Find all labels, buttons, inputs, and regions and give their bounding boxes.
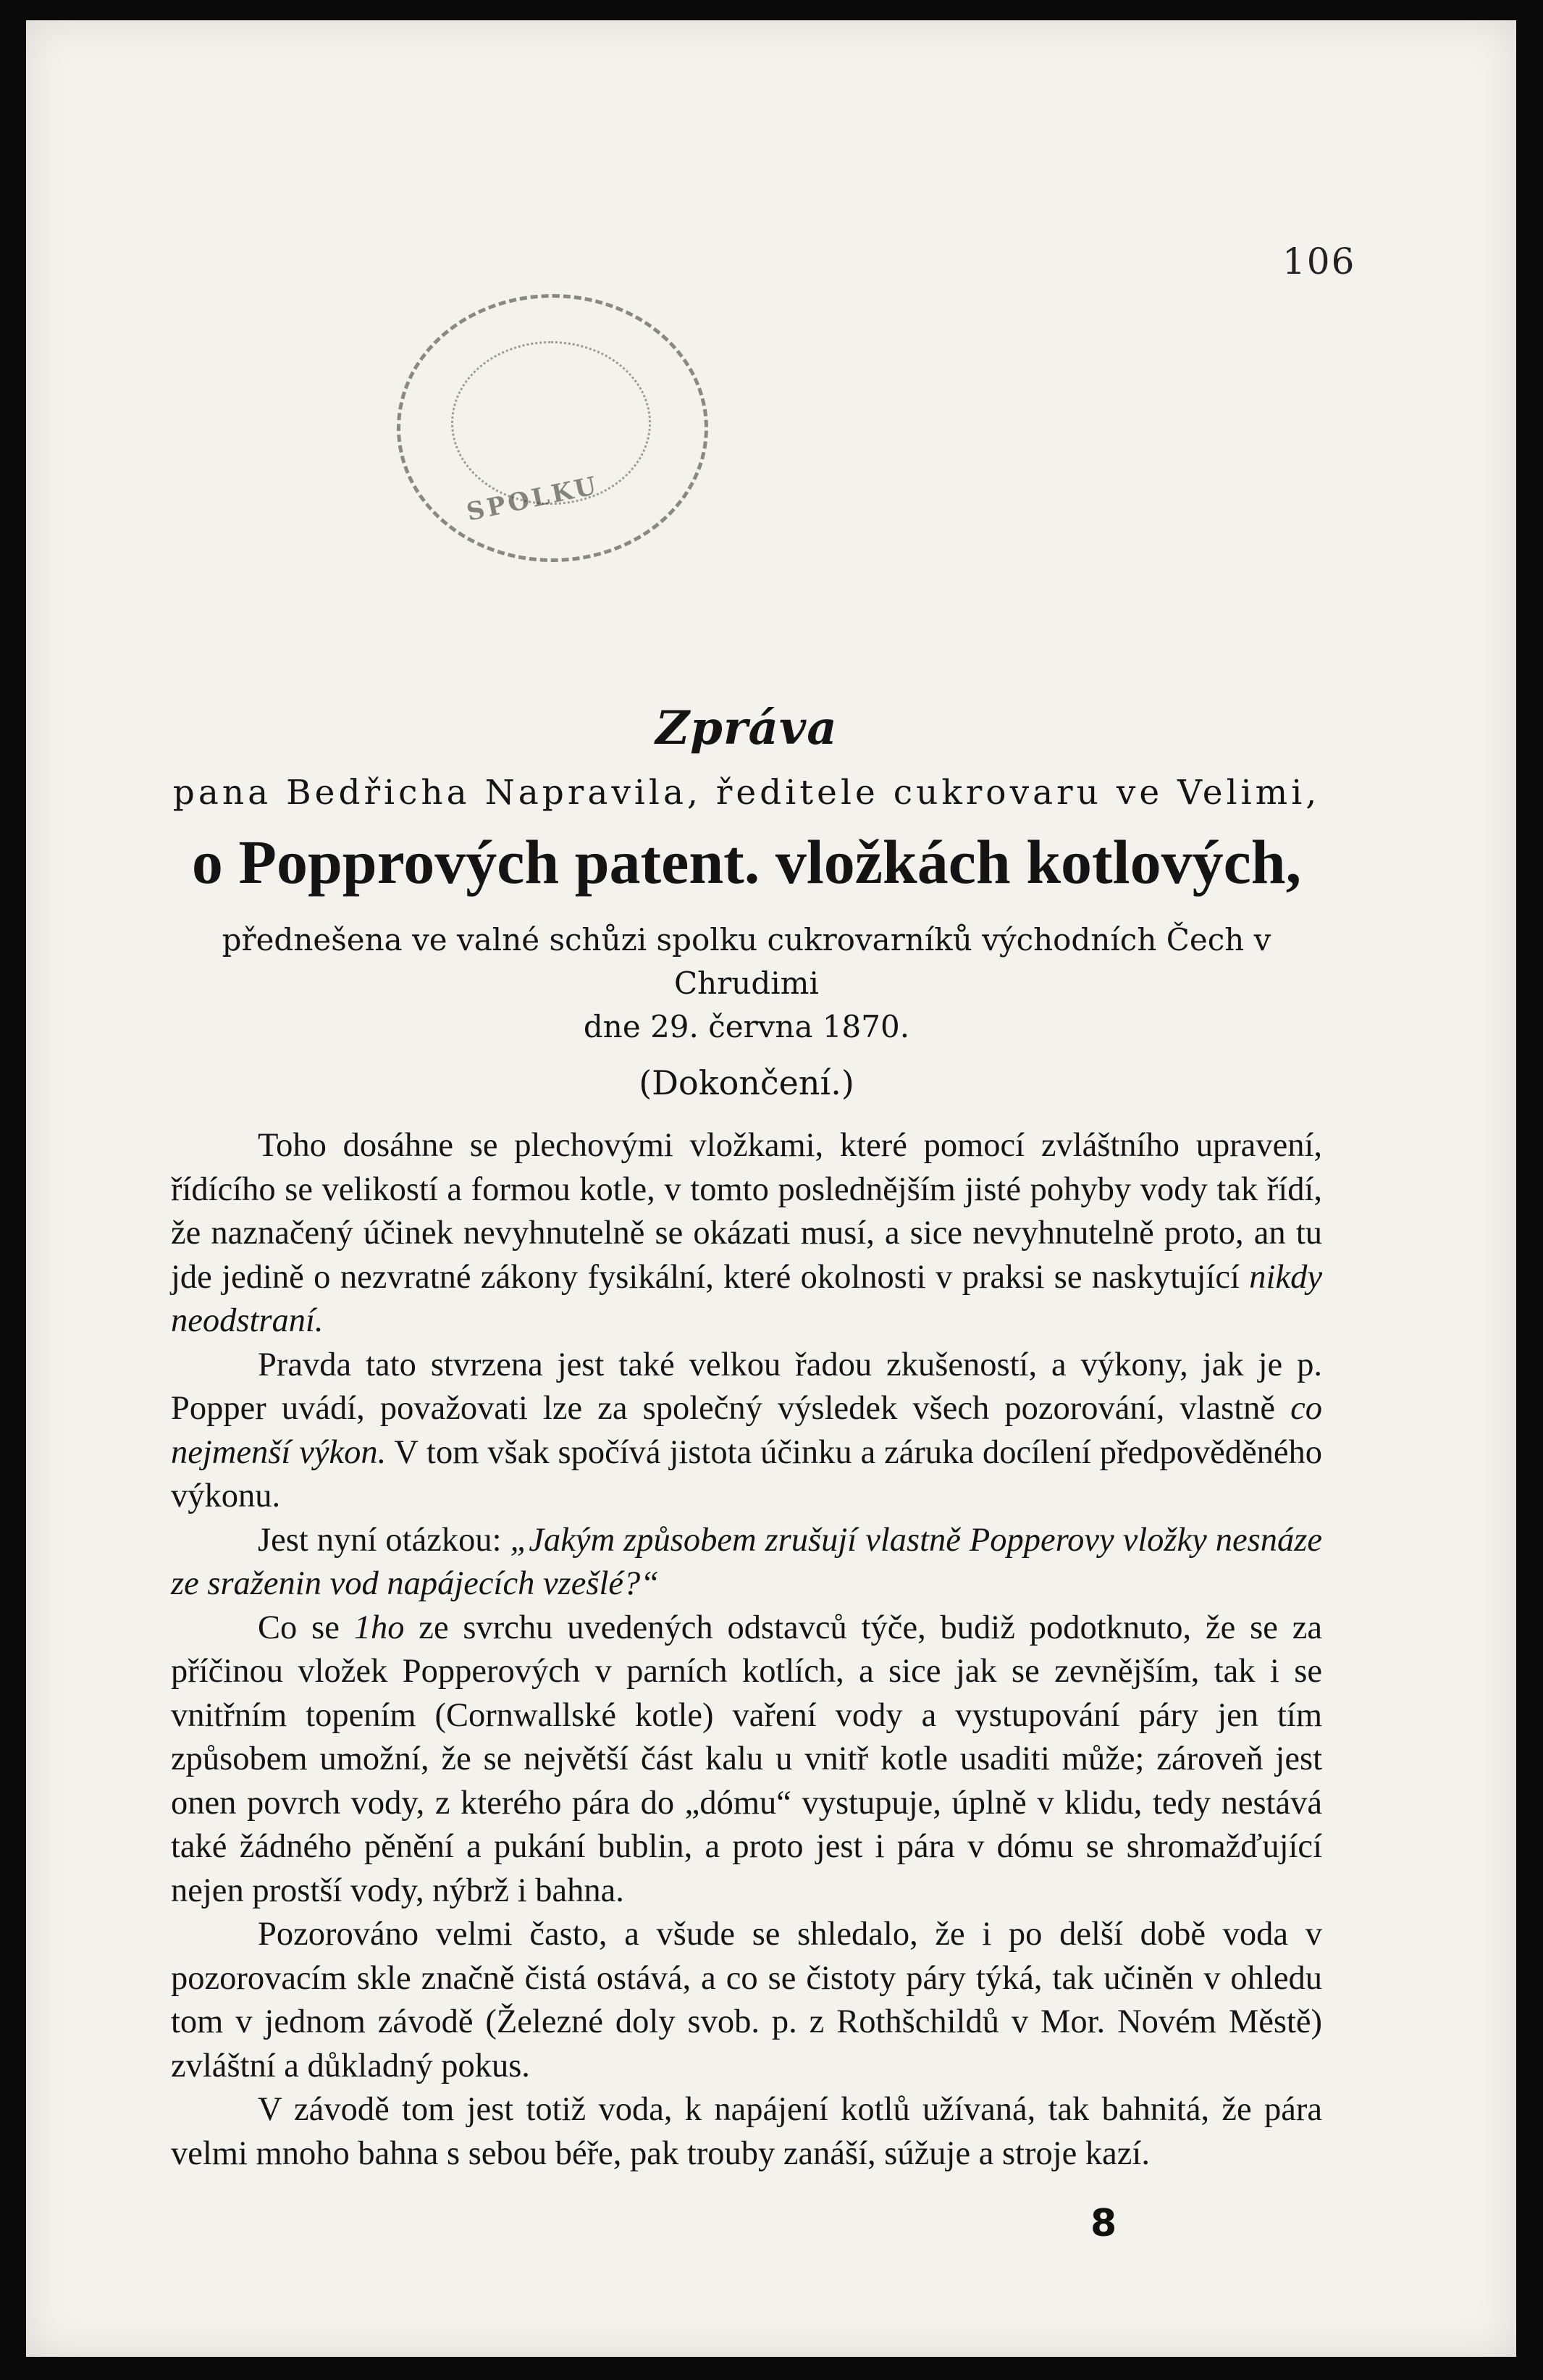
article-body	[171, 701, 1322, 2176]
headline: o Popprových patent. vložkách kotlových,	[191, 827, 1302, 897]
paragraph-6: V závodě tom jest totiž voda, k napájení kotlů užívaná, tak bahnitá, že pára velmi mnoho bahna s sebou béře, pak trouby zanáší, súžuje a stroje kazí.	[171, 2091, 1322, 2172]
subtitle-line-1: přednešena ve valné schůzi spolku cukrovarníků východních Čech v Chrudimi	[222, 922, 1271, 1001]
paragraph-2-text-b: V tom však spočívá jistota účinku a záruka docílení předpověděného výkonu.	[171, 1433, 1322, 1514]
paragraph-4-text-b: ze svrchu uvedených odstavců týče, budiž podotknuto, že se za příčinou vložek Popperových v parních kotlích, a sice jak se zevnějším, tak i se vnitřním topením (Cornwallské kotle) vaření vody a vystupování páry jen tím způsobem umožní, že se největší část kalu u vnitř kotle usaditi může; zároveň jest onen povrch vody, z kterého pára do „dómu“ vystupuje, úplně v klidu, tedy nestává také žádného pěnění a pukání bublin, a proto jest i pára v dómu se shromažďující nejen prostší vody, nýbrž i bahna.	[171, 1609, 1323, 1909]
paragraph-3	[171, 1519, 1322, 1606]
page-number: 106	[1282, 240, 1356, 282]
subtitle-line-2: dne 29. června 1870.	[583, 1009, 910, 1044]
paragraph-3-text: Jest nyní otázkou:	[258, 1521, 510, 1559]
paragraph-1-text: Toho dosáhne se plechovými vložkami, které pomocí zvláštního upravení, řídícího se velikostí a formou kotle, v tomto poslednějším jisté pohyby vody tak řídí, že naznačený účinek nevyhnutelně se okázati musí, a sice nevyhnutelně proto, an tu jde jedině o nezvratné zákony fysikální, které okolnosti v praksi se naskytující	[171, 1127, 1322, 1296]
paragraph-2-emphasis: co nejmenší výkon.	[171, 1390, 1322, 1471]
paragraph-1	[171, 1124, 1322, 1344]
library-stamp	[397, 294, 708, 562]
paragraph-2	[171, 1344, 1322, 1519]
paragraph-2-text-a: Pravda tato stvrzena jest také velkou řadou zkušeností, a výkony, jak je p. Popper uvádí, považovati lze za společný výsledek všech pozorování, vlastně	[171, 1346, 1322, 1427]
paragraph-3-emphasis: „Jakým způsobem zrušují vlastně Popperovy vložky nesnáze ze sraženin vod napájecích vzešlé?“	[171, 1521, 1322, 1602]
signature-mark: 8	[1090, 2202, 1117, 2245]
stamp-text: SPOLKU	[463, 471, 602, 527]
book-page	[26, 20, 1516, 2357]
paragraph-4-text-a: Co se	[258, 1609, 354, 1646]
continuation-note: (Dokončení.)	[639, 1063, 854, 1102]
author-line: pana Bedřicha Napravila, ředitele cukrovaru ve Velimi,	[172, 773, 1321, 813]
paragraph-4	[171, 1606, 1322, 1914]
paragraph-5: Pozorováno velmi často, a všude se shledalo, že i po delší době voda v pozorovacím skle značně čistá ostává, a co se čistoty páry týká, tak učiněn v ohledu tom v jednom závodě (Železné doly svob. p. z Rothšchildů v Mor. Novém Městě) zvláštní a důkladný pokus.	[171, 1916, 1322, 2084]
paragraph-4-emphasis: 1ho	[353, 1609, 405, 1646]
article-title: Zpráva	[655, 701, 838, 755]
paragraph-1-emphasis: nikdy neodstraní.	[171, 1258, 1322, 1339]
